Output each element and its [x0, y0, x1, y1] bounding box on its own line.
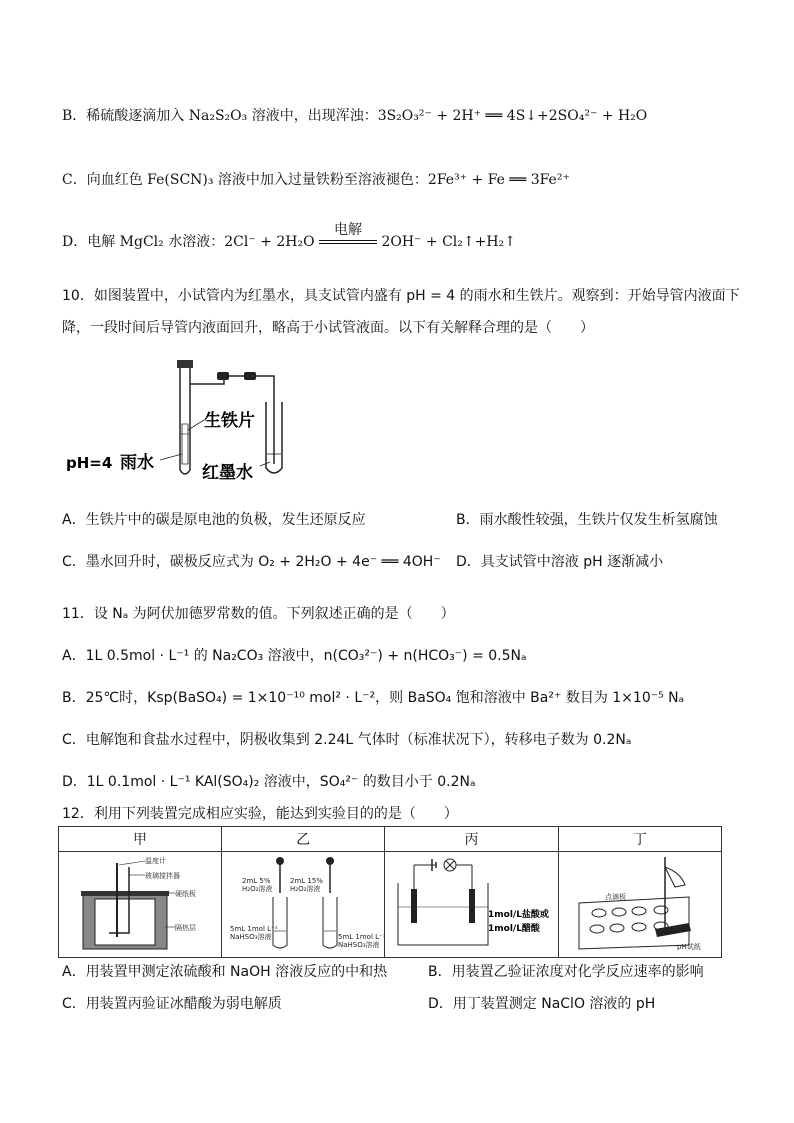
- test-tube-left: [273, 897, 287, 948]
- header-yi: 乙: [222, 827, 385, 852]
- reaction-rate-figure: [228, 853, 386, 953]
- q12-option-c: C．用装置丙验证冰醋酸为弱电解质: [62, 996, 282, 1012]
- jia-label-thermometer: 温度计: [145, 856, 167, 865]
- dropper-right: [326, 857, 334, 865]
- electrode-left: [411, 889, 417, 923]
- q9-option-d-suffix: 2OH⁻ + Cl₂↑+H₂↑: [381, 234, 516, 250]
- label-ph: pH=4: [66, 454, 113, 472]
- side-arm-tube: [180, 368, 190, 474]
- yi-label-4: H₂O₂溶液: [290, 884, 321, 893]
- apparatus-ding: [558, 852, 721, 958]
- q11-option-a: A．1L 0.5mol · L⁻¹ 的 Na₂CO₃ 溶液中，n(CO₃²⁻) + n(HCO₃⁻) = 0.5Nₐ: [62, 648, 527, 664]
- hand-icon: [665, 867, 685, 887]
- label-iron: 生铁片: [204, 411, 255, 431]
- q10-option-a: A．生铁片中的碳是原电池的负极，发生还原反应: [62, 512, 366, 528]
- q12-apparatus-table: [58, 826, 722, 958]
- yi-label-2: H₂O₂溶液: [242, 884, 273, 893]
- q10-option-d: D．具支试管中溶液 pH 逐渐减小: [456, 554, 664, 570]
- q10-option-c: C．墨水回升时，碳极反应式为 O₂ + 2H₂O + 4e⁻ ══ 4OH⁻: [62, 554, 441, 570]
- q10-stem-line2: 降，一段时间后导管内液面回升，略高于小试管液面。以下有关解释合理的是（ ）: [62, 320, 594, 336]
- label-ink: 红墨水: [202, 463, 253, 483]
- jia-label-stirrer: 玻璃搅拌器: [145, 871, 181, 880]
- bing-label-2: 1mol/L醋酸: [487, 923, 540, 934]
- yi-label-3: 2mL 15%: [290, 876, 324, 885]
- yi-label-7: 5mL 1mol L⁻¹: [338, 932, 386, 941]
- test-tube-right: [323, 897, 337, 948]
- q10-option-b: B．雨水酸性较强，生铁片仅发生析氢腐蚀: [456, 512, 718, 528]
- ph-test-figure: [565, 853, 715, 953]
- electrolysis-arrow: [319, 222, 377, 244]
- header-jia: 甲: [59, 827, 222, 852]
- yi-label-1: 2mL 5%: [242, 876, 271, 885]
- electrode-right: [469, 889, 475, 923]
- q9-option-d: [62, 222, 516, 252]
- header-bing: 丙: [385, 827, 559, 852]
- calorimeter-figure: [65, 853, 215, 953]
- q11-stem: 11．设 Nₐ 为阿伏加德罗常数的值。下列叙述正确的是（ ）: [62, 606, 455, 622]
- q11-option-c: C．电解饱和食盐水过程中，阴极收集到 2.24L 气体时（标准状况下），转移电子数为 0.2Nₐ: [62, 732, 632, 748]
- q12-option-a: A．用装置甲测定浓硫酸和 NaOH 溶液反应的中和热: [62, 964, 388, 980]
- cardboard: [81, 891, 169, 896]
- jia-label-insulation: 隔热层: [175, 923, 197, 932]
- ding-label-paper: pH试纸: [676, 942, 701, 951]
- yi-label-8: NaHSO₃溶液: [338, 940, 380, 949]
- q10-apparatus-figure: [64, 354, 304, 490]
- ding-label-plate: 点滴板: [604, 892, 626, 901]
- conductivity-figure: [392, 853, 552, 953]
- q9-option-d-prefix: D．电解 MgCl₂ 水溶液：2Cl⁻ + 2H₂O: [62, 234, 315, 250]
- q9-option-b: B．稀硫酸逐滴加入 Na₂S₂O₃ 溶液中，出现浑浊：3S₂O₃²⁻ + 2H⁺ ══ 4S↓+2SO₄²⁻ + H₂O: [62, 108, 648, 124]
- label-rain: 雨水: [120, 453, 154, 473]
- q12-option-b: B．用装置乙验证浓度对化学反应速率的影响: [428, 964, 704, 980]
- dropper-left: [276, 857, 284, 865]
- q11-option-b: B．25℃时，Ksp(BaSO₄) = 1×10⁻¹⁰ mol² · L⁻²，则 BaSO₄ 饱和溶液中 Ba²⁺ 数目为 1×10⁻⁵ Nₐ: [62, 690, 685, 706]
- q12-option-d: D．用丁装置测定 NaClO 溶液的 pH: [428, 996, 656, 1012]
- spot-plate: [579, 897, 689, 949]
- yi-label-5: 5mL 1mol L⁻¹: [230, 924, 278, 933]
- q9-option-c: C．向血红色 Fe(SCN)₃ 溶液中加入过量铁粉至溶液褪色：2Fe³⁺ + Fe ══ 3Fe²⁺: [62, 172, 570, 188]
- apparatus-jia: [59, 852, 222, 958]
- iron-piece: [182, 424, 188, 464]
- stopper: [177, 360, 193, 368]
- electrolysis-condition: 电解: [334, 222, 362, 238]
- apparatus-yi: [222, 852, 385, 958]
- q12-stem: 12．利用下列装置完成相应实验，能达到实验目的的是（ ）: [62, 806, 458, 822]
- yi-label-6: NaHSO₃溶液: [230, 932, 272, 941]
- header-ding: 丁: [558, 827, 721, 852]
- bing-label-1: 1mol/L盐酸或: [487, 909, 549, 920]
- apparatus-bing: [385, 852, 559, 958]
- q11-option-d: D．1L 0.1mol · L⁻¹ KAl(SO₄)₂ 溶液中，SO₄²⁻ 的数目小于 0.2Nₐ: [62, 774, 476, 790]
- q10-stem-line1: 10．如图装置中，小试管内为红墨水，具支试管内盛有 pH = 4 的雨水和生铁片。观察到：开始导管内液面下: [62, 288, 740, 304]
- jia-label-cardboard: 硬纸板: [175, 889, 197, 898]
